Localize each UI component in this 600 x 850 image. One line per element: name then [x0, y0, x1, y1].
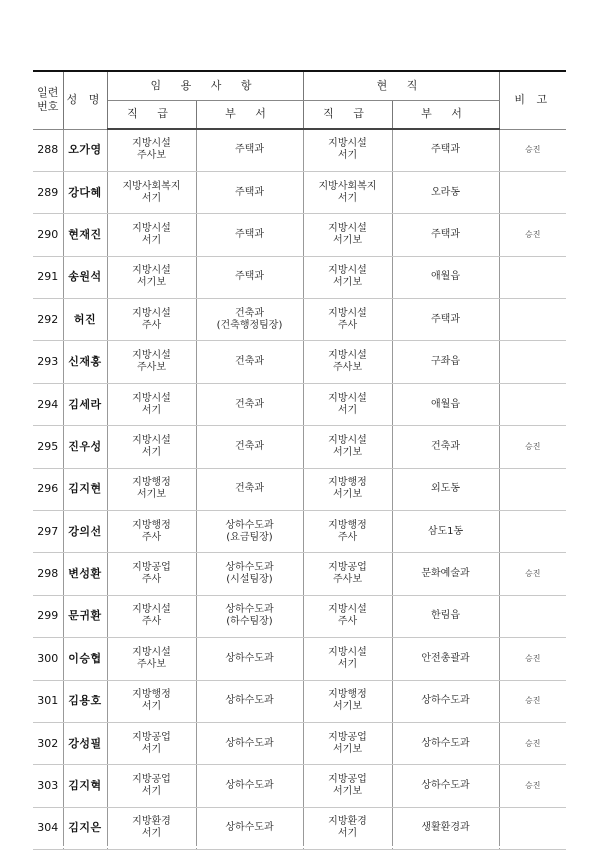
cell-current-dept: 건축과	[392, 426, 499, 468]
cell-appointed-grade: 지방시설 주사보	[107, 341, 196, 383]
cell-appointed-dept: 건축과	[196, 468, 303, 510]
header-serial: 일련 번호	[33, 71, 63, 129]
cell-current-grade: 지방시설 주사	[303, 595, 392, 637]
cell-name: 강의선	[63, 511, 107, 553]
cell-note	[499, 341, 566, 383]
cell-note: 승진	[499, 765, 566, 807]
cell-current-grade: 지방공업 서기보	[303, 765, 392, 807]
cell-appointed-grade: 지방시설 서기보	[107, 256, 196, 298]
cell-current-dept: 애월읍	[392, 383, 499, 425]
cell-current-dept: 생활환경과	[392, 807, 499, 849]
cell-current-dept: 문화예술과	[392, 553, 499, 595]
cell-appointed-dept: 상하수도과	[196, 680, 303, 722]
cell-current-grade: 지방시설 서기	[303, 638, 392, 680]
cell-current-dept: 구좌읍	[392, 341, 499, 383]
cell-appointed-dept: 상하수도과 (요금팀장)	[196, 511, 303, 553]
cell-current-dept: 애월읍	[392, 256, 499, 298]
table-header	[33, 71, 566, 129]
cell-current-grade: 지방시설 주사	[303, 299, 392, 341]
cell-name: 허진	[63, 299, 107, 341]
cell-appointed-grade: 지방행정 서기	[107, 680, 196, 722]
cell-appointed-dept: 상하수도과	[196, 807, 303, 849]
cell-serial: 292	[33, 299, 63, 341]
cell-serial: 289	[33, 171, 63, 213]
cell-name: 강다혜	[63, 171, 107, 213]
cell-name: 현재진	[63, 214, 107, 256]
cell-current-grade: 지방사회복지 서기	[303, 171, 392, 213]
cell-current-dept: 주택과	[392, 299, 499, 341]
cell-current-dept: 상하수도과	[392, 765, 499, 807]
cell-serial: 288	[33, 129, 63, 171]
cell-current-grade: 지방행정 주사	[303, 511, 392, 553]
cell-note: 승진	[499, 680, 566, 722]
cell-appointed-grade: 지방사회복지 서기	[107, 171, 196, 213]
table-row	[33, 553, 566, 595]
cell-serial: 290	[33, 214, 63, 256]
cell-appointed-dept: 상하수도과	[196, 765, 303, 807]
cell-appointed-grade: 지방공업 주사	[107, 553, 196, 595]
cell-name: 송원석	[63, 256, 107, 298]
cell-note	[499, 595, 566, 637]
cell-serial: 296	[33, 468, 63, 510]
cell-note	[499, 256, 566, 298]
cell-note	[499, 807, 566, 849]
cell-current-grade: 지방환경 서기	[303, 807, 392, 849]
cell-serial: 303	[33, 765, 63, 807]
cell-name: 김세라	[63, 383, 107, 425]
cell-current-dept: 상하수도과	[392, 680, 499, 722]
cell-appointed-grade: 지방시설 주사보	[107, 638, 196, 680]
header-current: 현 직	[303, 71, 499, 100]
table-row	[33, 807, 566, 849]
cell-serial: 297	[33, 511, 63, 553]
cell-current-grade: 지방공업 서기보	[303, 722, 392, 764]
table-row	[33, 680, 566, 722]
cell-name: 오가영	[63, 129, 107, 171]
cell-current-grade: 지방시설 서기	[303, 129, 392, 171]
header-app-grade: 직 급	[107, 100, 196, 129]
cell-note	[499, 511, 566, 553]
cell-name: 강성필	[63, 722, 107, 764]
cell-serial: 299	[33, 595, 63, 637]
cell-appointed-grade: 지방공업 서기	[107, 765, 196, 807]
cell-appointed-grade: 지방시설 서기	[107, 383, 196, 425]
cell-appointed-grade: 지방행정 주사	[107, 511, 196, 553]
cell-serial: 295	[33, 426, 63, 468]
cell-serial: 291	[33, 256, 63, 298]
cell-name: 이승협	[63, 638, 107, 680]
cell-current-dept: 한림읍	[392, 595, 499, 637]
cell-appointed-dept: 상하수도과 (하수팀장)	[196, 595, 303, 637]
cell-appointed-dept: 상하수도과 (시설팀장)	[196, 553, 303, 595]
cell-serial: 298	[33, 553, 63, 595]
cell-current-dept: 외도동	[392, 468, 499, 510]
table-row	[33, 426, 566, 468]
cell-name: 변성환	[63, 553, 107, 595]
cell-appointed-dept: 상하수도과	[196, 722, 303, 764]
table-row	[33, 511, 566, 553]
cell-appointed-grade: 지방시설 주사	[107, 595, 196, 637]
cell-appointed-dept: 건축과	[196, 341, 303, 383]
table-row	[33, 638, 566, 680]
table-row	[33, 171, 566, 213]
cell-name: 진우성	[63, 426, 107, 468]
cell-current-grade: 지방행정 서기보	[303, 680, 392, 722]
header-note: 비 고	[499, 71, 566, 129]
cell-name: 김용호	[63, 680, 107, 722]
cell-note: 승진	[499, 638, 566, 680]
table-row	[33, 341, 566, 383]
table-row	[33, 256, 566, 298]
table-row	[33, 299, 566, 341]
cell-appointed-dept: 주택과	[196, 214, 303, 256]
cell-appointed-dept: 건축과 (건축행정팀장)	[196, 299, 303, 341]
header-cur-grade: 직 급	[303, 100, 392, 129]
cell-serial: 294	[33, 383, 63, 425]
cell-current-dept: 오라동	[392, 171, 499, 213]
cell-current-dept: 안전총괄과	[392, 638, 499, 680]
cell-appointed-dept: 상하수도과	[196, 638, 303, 680]
cell-current-grade: 지방시설 서기보	[303, 426, 392, 468]
cell-serial: 301	[33, 680, 63, 722]
cell-current-dept: 주택과	[392, 214, 499, 256]
header-appointment: 임 용 사 항	[107, 71, 303, 100]
cell-current-grade: 지방시설 서기보	[303, 214, 392, 256]
header-name: 성 명	[63, 71, 107, 129]
cell-serial: 293	[33, 341, 63, 383]
cell-appointed-grade: 지방시설 주사보	[107, 129, 196, 171]
cell-name: 김지혁	[63, 765, 107, 807]
cell-appointed-grade: 지방시설 주사	[107, 299, 196, 341]
cell-current-grade: 지방행정 서기보	[303, 468, 392, 510]
cell-note: 승진	[499, 214, 566, 256]
cell-appointed-grade: 지방행정 서기보	[107, 468, 196, 510]
cell-name: 신재홍	[63, 341, 107, 383]
cell-appointed-grade: 지방환경 서기	[107, 807, 196, 849]
cell-current-dept: 상하수도과	[392, 722, 499, 764]
table-row	[33, 595, 566, 637]
cell-name: 문귀환	[63, 595, 107, 637]
cell-current-grade: 지방공업 주사보	[303, 553, 392, 595]
cell-appointed-grade: 지방시설 서기	[107, 214, 196, 256]
table-row	[33, 214, 566, 256]
table-row	[33, 722, 566, 764]
cell-note	[499, 468, 566, 510]
cell-note: 승진	[499, 722, 566, 764]
cell-serial: 302	[33, 722, 63, 764]
cell-appointed-dept: 주택과	[196, 129, 303, 171]
cell-appointed-dept: 건축과	[196, 383, 303, 425]
cell-serial: 300	[33, 638, 63, 680]
header-app-dept: 부 서	[196, 100, 303, 129]
cell-appointed-dept: 건축과	[196, 426, 303, 468]
cell-appointed-grade: 지방공업 서기	[107, 722, 196, 764]
cell-note: 승진	[499, 553, 566, 595]
cell-current-grade: 지방시설 서기	[303, 383, 392, 425]
cell-appointed-dept: 주택과	[196, 171, 303, 213]
cell-serial: 304	[33, 807, 63, 849]
table-row	[33, 129, 566, 171]
cell-note	[499, 383, 566, 425]
header-cur-dept: 부 서	[392, 100, 499, 129]
cell-note	[499, 299, 566, 341]
appointment-table	[33, 70, 566, 850]
cell-current-dept: 주택과	[392, 129, 499, 171]
cell-name: 김지현	[63, 468, 107, 510]
cell-note: 승진	[499, 129, 566, 171]
cell-note: 승진	[499, 426, 566, 468]
cell-name: 김지은	[63, 807, 107, 849]
table-row	[33, 383, 566, 425]
cell-current-grade: 지방시설 주사보	[303, 341, 392, 383]
cell-current-grade: 지방시설 서기보	[303, 256, 392, 298]
cell-appointed-grade: 지방시설 서기	[107, 426, 196, 468]
table-row	[33, 468, 566, 510]
table-body	[33, 129, 566, 850]
cell-current-dept: 삼도1동	[392, 511, 499, 553]
cell-note	[499, 171, 566, 213]
cell-appointed-dept: 주택과	[196, 256, 303, 298]
table-row	[33, 765, 566, 807]
